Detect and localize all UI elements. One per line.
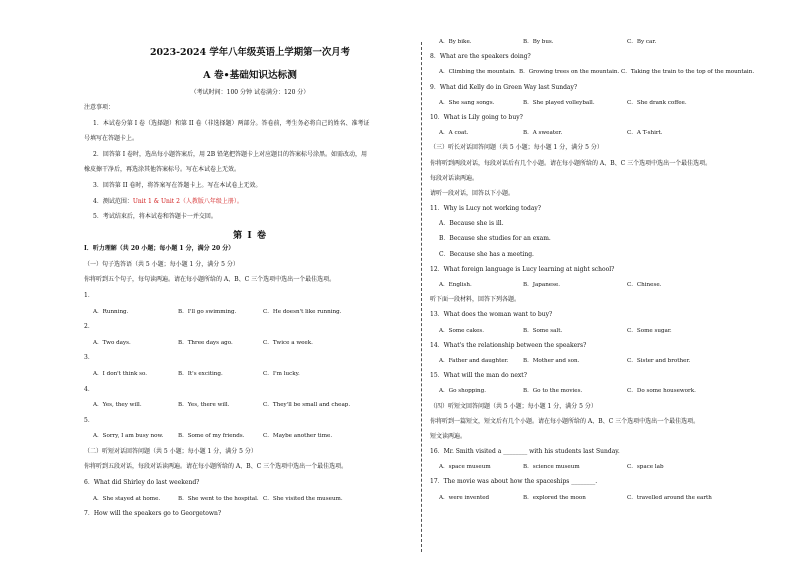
option-b: B．Because she studies for an exam.: [439, 235, 551, 243]
options-row: [430, 99, 760, 107]
note-5: 5．考试结束后，将本试卷和答题卡一并交回。: [93, 213, 217, 221]
option-a: A．Some cakes.: [439, 327, 485, 334]
option-b: B．I'll go swimming.: [178, 308, 237, 315]
option-c: C．He doesn't like running.: [263, 308, 342, 315]
option-c: C．I'm lucky.: [263, 370, 300, 377]
option-a: A．She sang songs.: [439, 99, 495, 106]
option-c: C．Twice a week.: [263, 339, 313, 346]
options-row: [430, 281, 760, 289]
options-row: [84, 432, 416, 440]
options-row: [84, 401, 416, 409]
option-b: B．Some of my friends.: [178, 433, 245, 440]
part-4-heading: （四）听短文回答问题（共 5 小题；每小题 1 分，满分 5 分）: [430, 402, 597, 410]
options-row: [430, 494, 760, 502]
option-c: C．They'll be small and cheap.: [263, 402, 351, 409]
option-a: A．were invented: [439, 494, 490, 501]
question-13: 13．What does the woman want to buy?: [430, 311, 553, 319]
option-c: C．Because she has a meeting.: [439, 250, 534, 258]
question-number: 4．: [84, 385, 94, 393]
note-1b: 号填写在答题卡上。: [84, 135, 139, 143]
option-b: B．It's exciting.: [178, 370, 223, 377]
question-10: 10．What is Lily going to buy?: [430, 113, 523, 121]
note-2b: 橡皮擦干净后，再选涂其他答案标号。写在本试卷上无效。: [84, 166, 241, 174]
option-c: C．A T-shirt.: [627, 130, 663, 137]
options-row: [430, 129, 760, 137]
question-6: 6．What did Shirley do last weekend?: [84, 479, 200, 487]
option-a: A．She stayed at home.: [93, 495, 161, 502]
part-2-instructions: 你将听到五段对话，每段对话读两遍。请在每小题所给的 A、B、C 三个选项中选出一个最佳选项。: [84, 463, 348, 471]
option-c: C．travelled around the earth: [627, 494, 712, 501]
options-row: [84, 370, 416, 378]
question-number: 3．: [84, 354, 94, 362]
option-a: A．Go shopping.: [439, 388, 487, 395]
question-8: 8．What are the speakers doing?: [430, 53, 531, 61]
section-1-heading: I．听力理解（共 20 小题；每小题 1 分，满分 20 分）: [84, 245, 235, 253]
option-a: A．Climbing the mountain.: [439, 69, 516, 76]
part-2-heading: （二）听短对话回答问题（共 5 小题；每小题 1 分，满分 5 分）: [84, 447, 257, 455]
question-number: 5．: [84, 416, 94, 424]
question-15: 15．What will the man do next?: [430, 372, 527, 380]
question-7: 7．How will the speakers go to Georgetown?: [84, 510, 222, 518]
part-1-instructions: 你将听到五个句子，每句读两遍。请在每小题所给的 A、B、C 三个选项中选出一个最佳选项。: [84, 276, 336, 284]
part-4-instructions: 你将听到一篇短文，短文后有几个小题。请在每小题所给的 A、B、C 三个选项中选出一个最佳选项。: [430, 417, 700, 425]
option-b: B．science museum: [523, 464, 580, 471]
exam-title: 2023-2024 学年八年级英语上学期第一次月考: [150, 47, 350, 58]
option-a: A．Sorry, I am busy now.: [93, 433, 164, 440]
option-c: C．By car.: [627, 39, 657, 45]
question-number: 1．: [84, 291, 94, 299]
option-c: C．She drank coffee.: [627, 99, 687, 106]
column-divider: [421, 42, 422, 552]
option-b: B．Japanese.: [523, 282, 561, 288]
option-a: A．Because she is ill.: [439, 220, 504, 228]
option-b: B．Go to the movies.: [523, 388, 583, 395]
options-row: [430, 38, 760, 46]
part-3-heading: （三）听长对话回答问题（共 5 小题；每小题 1 分，满分 5 分）: [430, 144, 603, 152]
option-a: A．Yes, they will.: [93, 402, 142, 409]
note-2a: 2．回答第 I 卷时，选出每小题答案后，用 2B 铅笔把答题卡上对应题目的答案标号涂黑。如需改动，用: [93, 150, 368, 158]
question-9: 9．What did Kelly do in Green Way last Sunday?: [430, 83, 578, 91]
option-b: B．By bus.: [523, 39, 554, 45]
option-c: C．Do some housework.: [627, 388, 696, 395]
option-b: B．Three days ago.: [178, 339, 233, 346]
dialogue-1-prompt: 请听一段对话，回答以下小题。: [430, 189, 515, 197]
option-a: A．By bike.: [439, 39, 472, 45]
options-row: [84, 308, 416, 316]
option-c: C．Sister and brother.: [627, 357, 691, 364]
question-14: 14．What's the relationship between the speakers?: [430, 341, 587, 349]
notes-heading: 注意事项：: [84, 104, 115, 111]
option-c: C．space lab: [627, 464, 664, 471]
option-a: A．A coat.: [439, 130, 469, 137]
option-a: A．I don't think so.: [93, 370, 148, 377]
right-column: [430, 38, 760, 502]
option-b: B．explored the moon: [523, 494, 586, 501]
part-3-instructions: 你将听到两段对话，每段对话后有几个小题。请在每小题所给的 A、B、C 三个选项中选出一个最佳选项。: [430, 159, 712, 167]
part-1-heading: （一）句子选答语（共 5 小题；每小题 1 分，满分 5 分）: [84, 260, 239, 268]
option-c: C．Taking the train to the top of the mountain.: [621, 69, 755, 76]
options-row: [430, 387, 760, 395]
note-4-prefix: 4．测试范围：: [93, 197, 133, 205]
option-a: A．Two days.: [93, 339, 131, 346]
options-row: [430, 357, 760, 365]
note-4: [84, 198, 416, 206]
option-b: B．A sweater.: [523, 130, 563, 137]
exam-subtitle: A 卷•基础知识达标测: [203, 70, 297, 81]
question-12: 12．What foreign language is Lucy learning at night school?: [430, 265, 615, 273]
option-c: C．Some sugar.: [627, 327, 672, 334]
question-17: 17．The movie was about how the spaceships ________.: [430, 478, 598, 486]
option-b: B．She played volleyball.: [523, 99, 595, 106]
option-b: B．Mother and son.: [523, 357, 580, 364]
option-c: C．Chinese.: [627, 282, 662, 288]
options-row: [430, 463, 760, 471]
option-c: C．Maybe another time.: [263, 433, 333, 440]
volume-title: 第 I 卷: [232, 230, 268, 242]
question-16: 16．Mr. Smith visited a ________ with his students last Sunday.: [430, 448, 620, 456]
left-column: [84, 38, 416, 518]
option-a: A．Father and daughter.: [439, 357, 509, 364]
option-b: B．Some salt.: [523, 327, 563, 334]
note-1a: 1．本试卷分第 I 卷（选择题）和第 II 卷（非选择题）两部分。答卷前，考生务必将自己的姓名、准考证: [93, 119, 370, 127]
option-b: B．She went to the hospital.: [178, 495, 259, 502]
note-4-scope: Unit 1 & Unit 2（人教版八年级上册）。: [132, 197, 243, 205]
option-a: A．English.: [439, 282, 472, 288]
note-3: 3．回答第 II 卷时，将答案写在答题卡上。写在本试卷上无效。: [93, 181, 262, 189]
options-row: [430, 327, 760, 335]
option-c: C．She visited the museum.: [263, 495, 343, 502]
question-11: 11．Why is Lucy not working today?: [430, 205, 542, 213]
part-3-instructions-cont: 每段对话读两遍。: [430, 174, 479, 182]
options-row: [84, 495, 416, 503]
options-row: [430, 68, 760, 76]
option-a: A．Running.: [93, 308, 129, 315]
question-number: 2．: [84, 323, 94, 331]
option-b: B．Growing trees on the mountain.: [519, 69, 620, 76]
option-a: A．space museum: [439, 464, 491, 471]
dialogue-2-prompt: 听下面一段材料，回答下列各题。: [430, 296, 521, 304]
options-row: [84, 339, 416, 347]
exam-info: （考试时间：100 分钟 试卷满分：120 分）: [190, 89, 310, 96]
option-b: B．Yes, there will.: [178, 402, 230, 409]
part-4-instructions-cont: 短文读两遍。: [430, 432, 467, 440]
